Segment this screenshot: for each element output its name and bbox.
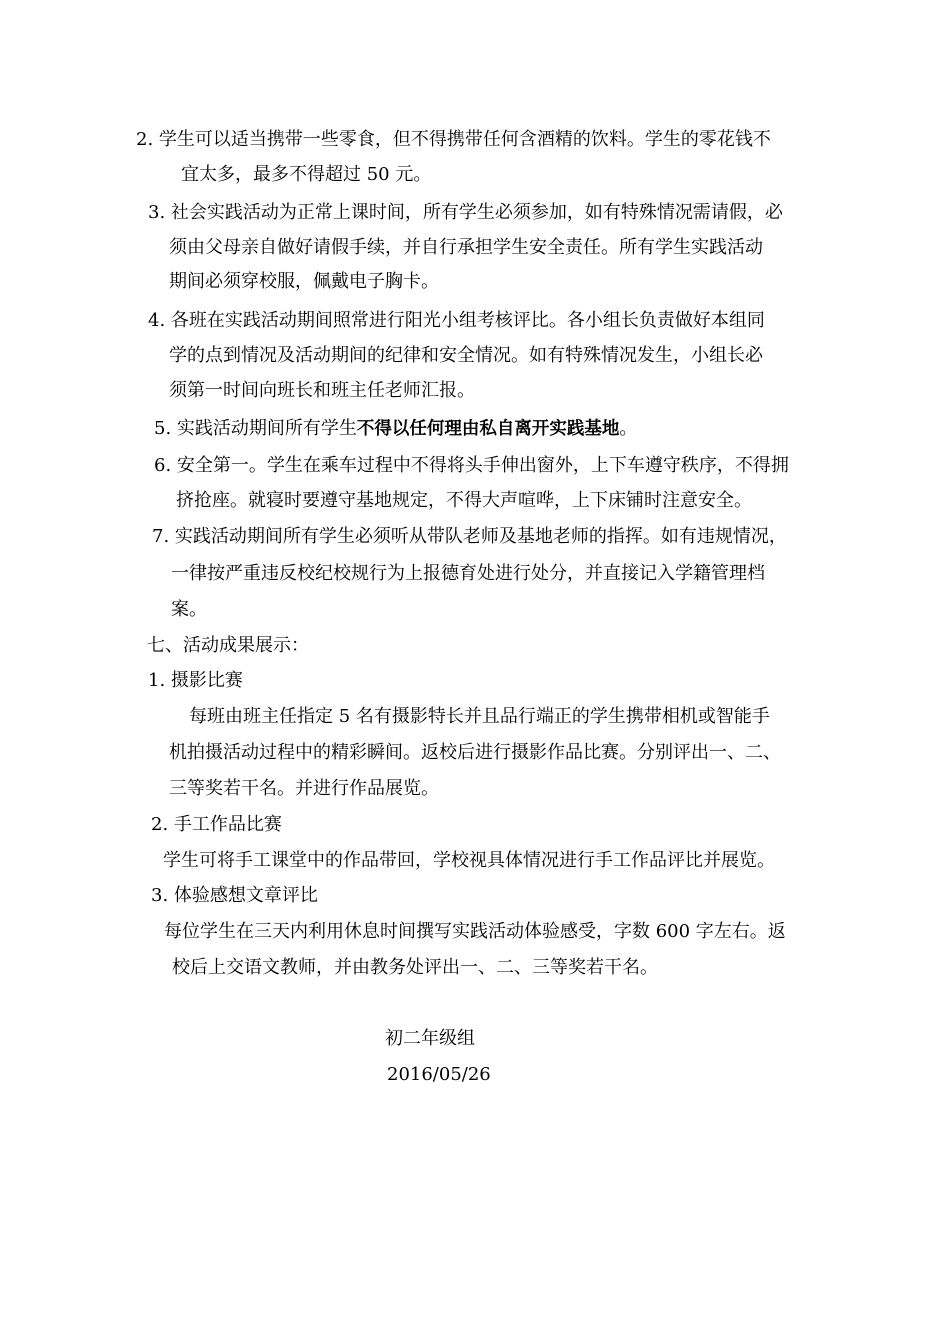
rule-5-line: [154, 417, 637, 441]
rule-3-line-3: 期间必须穿校服，佩戴电子胸卡。: [169, 271, 439, 292]
handcraft-line-1: 学生可将手工课堂中的作品带回，学校视具体情况进行手工作品评比并展览。: [163, 850, 775, 871]
rule-6-line-1: 6. 安全第一。学生在乘车过程中不得将头手伸出窗外，上下车遵守秩序，不得拥: [154, 455, 789, 476]
rule-5-prefix: 5. 实践活动期间所有学生: [154, 418, 357, 439]
rule-7-line-2: 一律按严重违反校纪校规行为上报德育处进行处分，并直接记入学籍管理档: [171, 563, 765, 584]
signature-org: 初二年级组: [385, 1028, 475, 1049]
photo-line-1: 每班由班主任指定 5 名有摄影特长并且品行端正的学生携带相机或智能手: [189, 706, 770, 727]
photo-line-2: 机拍摄活动过程中的精彩瞬间。返校后进行摄影作品比赛。分别评出一、二、: [169, 742, 781, 763]
rule-4-line-3: 须第一时间向班长和班主任老师汇报。: [169, 380, 475, 401]
rule-6-line-2: 挤抢座。就寝时要遵守基地规定，不得大声喧哗，上下床铺时注意安全。: [176, 490, 752, 511]
signature-date: 2016/05/26: [387, 1064, 491, 1085]
section-heading: 七、活动成果展示：: [147, 635, 309, 656]
rule-5-emphasis: 不得以任何理由私自离开实践基地: [356, 419, 620, 439]
essay-line-1: 每位学生在三天内利用休息时间撰写实践活动体验感受，字数 600 字左右。返: [164, 921, 786, 942]
handcraft-title: 2. 手工作品比赛: [151, 814, 282, 835]
rule-4-line-2: 学的点到情况及活动期间的纪律和安全情况。如有特殊情况发生，小组长必: [169, 345, 763, 366]
rule-5-suffix: 。: [619, 418, 638, 439]
rule-3-line-1: 3. 社会实践活动为正常上课时间，所有学生必须参加，如有特殊情况需请假，必: [148, 202, 783, 223]
photo-title: 1. 摄影比赛: [148, 670, 243, 691]
rule-4-line-1: 4. 各班在实践活动期间照常进行阳光小组考核评比。各小组长负责做好本组同: [148, 310, 765, 331]
rule-2-line-1: 2. 学生可以适当携带一些零食，但不得携带任何含酒精的饮料。学生的零花钱不: [136, 129, 771, 150]
rule-3-line-2: 须由父母亲自做好请假手续，并自行承担学生安全责任。所有学生实践活动: [169, 237, 763, 258]
essay-line-2: 校后上交语文教师，并由教务处评出一、二、三等奖若干名。: [172, 957, 658, 978]
rule-7-line-1: 7. 实践活动期间所有学生必须听从带队老师及基地老师的指挥。如有违规情况，: [152, 526, 787, 547]
rule-7-line-3: 案。: [171, 599, 207, 620]
photo-line-3: 三等奖若干名。并进行作品展览。: [169, 778, 439, 799]
essay-title: 3. 体验感想文章评比: [151, 885, 318, 906]
rule-2-line-2: 宜太多，最多不得超过 50 元。: [181, 164, 432, 185]
